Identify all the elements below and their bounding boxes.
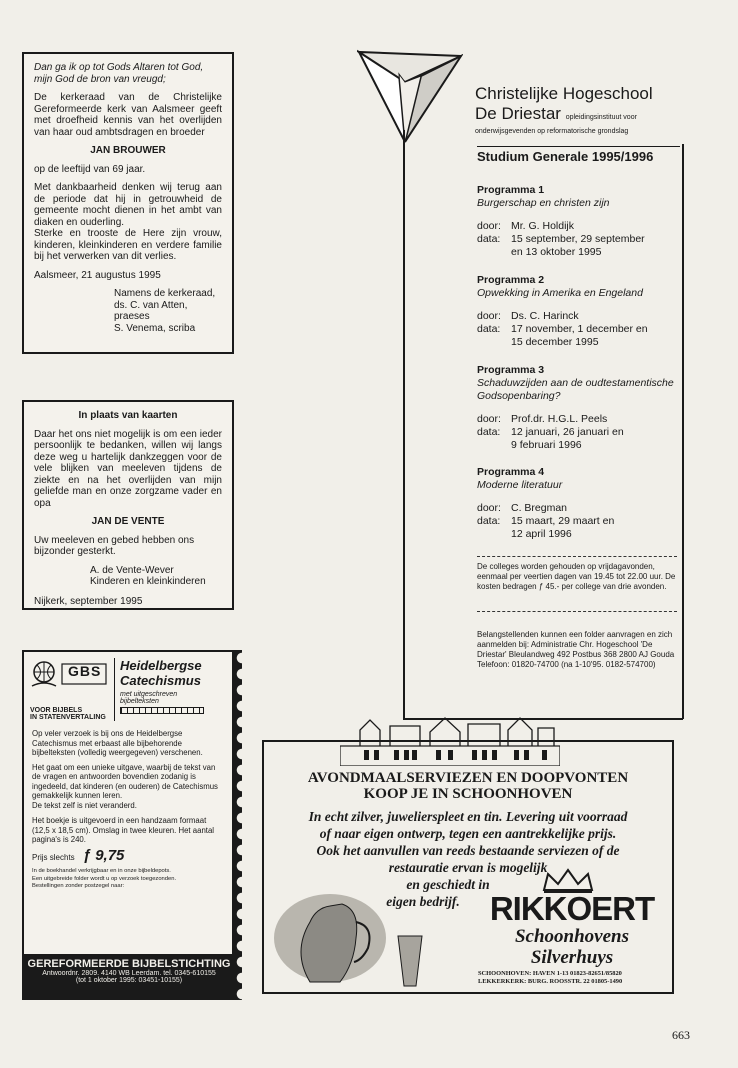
foot-note: (tot 1 oktober 1995: 03451-10155) <box>75 977 183 984</box>
foot-address: Antwoordnr. 2809. 4140 WB Leerdam. tel. 0345-610155 <box>42 970 216 977</box>
thanks-text: Met dankbaarheid denken wij terug aan de periode dat hij in getrouwheid de gemeente mocht dienen in het ambt van diaken en ouderling. <box>34 182 222 228</box>
signature-line: Kinderen en kleinkinderen <box>90 576 206 587</box>
heading: In plaats van kaarten <box>78 410 178 421</box>
silver-jug-icon <box>270 882 430 988</box>
slogan-line: restauratie ervan is mogelijk <box>388 860 548 875</box>
verse: Dan ga ik op tot Gods Altaren tot God, mijn God de bron van vreugd; <box>34 62 204 85</box>
heid-p1: Op veler verzoek is bij ons de Heidelbergse Catechismus met erbaast alle bijbehorende bijbelteksten (volledig weergegeven) verschenen. <box>32 729 203 757</box>
dates: 12 januari, 26 januari en <box>511 426 624 438</box>
program-subtitle: Schaduwzijden aan de oudtestamentische Godsopenbaring? <box>477 377 674 402</box>
data-key: data: <box>477 323 501 335</box>
heid-body <box>24 721 234 891</box>
fine-line: Bestellingen zonder postzegel naar: <box>32 883 125 889</box>
program-4 <box>477 466 677 541</box>
signature-line: ds. C. van Atten, praeses <box>114 299 188 322</box>
info-contact: Belangstellenden kunnen een folder aanvragen en zich aanmelden bij: Administratie Chr. Hogeschool 'De Driestar' Bleulandweg 492 Postbus 368 2800 AJ Gouda Telefoon: 01820-74700 (na 1-10'95. 0182-574700) <box>477 630 675 669</box>
comfort-text: Sterke en trooste de Here zijn vrouw, kinderen, kleinkinderen en verdere familie bij het verwerken van dit verlies. <box>34 228 222 262</box>
avondmaal-ad <box>262 740 674 994</box>
heid-logo-area <box>30 658 114 721</box>
decor-strip <box>120 707 204 714</box>
gbs-logo: GBS <box>68 663 102 679</box>
school-subtitle-2: onderwijsgevenden op reformatorische grondslag <box>475 128 629 135</box>
brand-block <box>474 892 670 968</box>
price-label: Prijs slechts <box>32 852 75 862</box>
dates: 12 april 1996 <box>511 528 572 540</box>
school-name-2 <box>475 104 637 124</box>
avond-heading-1: AVONDMAALSERVIEZEN EN DOOPVONTEN <box>307 770 629 786</box>
price-value: ƒ 9,75 <box>82 846 125 864</box>
heid-p4: Het boekje is uitgevoerd in een handzaam formaat (12,5 x 18,5 cm). Omslag in twee kleuren. Het aantal pagina's is 240. <box>32 816 215 844</box>
page-number: 663 <box>672 1028 690 1042</box>
frame-line <box>682 144 684 719</box>
signature-line: Namens de kerkeraad, <box>114 288 216 299</box>
slogan-line: of naar eigen ontwerp, tegen een aantrekkelijke prijs. <box>319 826 617 841</box>
signature <box>34 565 222 588</box>
avond-addresses <box>478 970 674 986</box>
speaker: Ds. C. Harinck <box>511 310 579 322</box>
heid-header <box>24 652 234 721</box>
school-name: Christelijke Hogeschool <box>475 84 653 103</box>
fine-line: In de boekhandel verkrijgbaar en in onze bijbeldepots. <box>32 868 171 874</box>
door-key: door: <box>477 413 501 425</box>
dates: 17 november, 1 december en <box>511 323 648 335</box>
program-label: Programma 3 <box>477 364 545 376</box>
studium-title: Studium Generale 1995/1996 <box>477 146 680 164</box>
program-label: Programma 2 <box>477 274 545 286</box>
door-key: door: <box>477 502 501 514</box>
address-line: LEKKERKERK: BURG. ROOSSTR. 22 01805-1490 <box>478 978 623 985</box>
dates: 15 december 1995 <box>511 336 599 348</box>
dates: 9 februari 1996 <box>511 439 582 451</box>
brand-rikkoert: RIKKOERT <box>489 890 655 927</box>
data-key: data: <box>477 233 501 245</box>
program-subtitle: Moderne literatuur <box>477 479 563 491</box>
thanks-text: Daar het ons niet mogelijk is om een ieder persoonlijk te bedanken, willen wij langs deze weg u hartelijk dankzeggen voor de vele blijken van meeleven tijdens de ziekte en na het overlijden van mijn geliefde man en onze zorgzame vader en opa <box>34 428 222 509</box>
program-label: Programma 4 <box>477 466 545 478</box>
slogan-line: eigen bedrijf. <box>386 894 460 909</box>
program-1 <box>477 184 677 259</box>
school-driestar: De Driestar <box>475 104 561 123</box>
heid-sub-1: met uitgeschreven <box>120 691 178 698</box>
heid-left-1: VOOR BIJBELS <box>30 707 83 714</box>
heid-p2: Het gaat om een unieke uitgave, waarbij de tekst van de vragen en antwoorden bovendien zodanig is ingedeeld, dat kinderen (en ouderen) de Catechismus gemakkelijk kunnen leren. <box>32 762 218 800</box>
heid-title-area <box>114 658 204 721</box>
heid-left-2: IN STATENVERTALING <box>30 714 106 721</box>
brand-schoonhovens: Schoonhovens <box>514 926 630 947</box>
deceased-name: JAN BROUWER <box>90 145 166 156</box>
speaker: Mr. G. Holdijk <box>511 220 575 232</box>
speaker: Prof.dr. H.G.L. Peels <box>511 413 608 425</box>
death-notice-brouwer <box>22 52 234 354</box>
divider <box>477 611 677 612</box>
age-text: op de leeftijd van 69 jaar. <box>34 163 146 175</box>
address-line: SCHOONHOVEN: HAVEN 1-13 01823-82651/85820 <box>478 970 622 977</box>
frame-line <box>403 130 405 718</box>
program-3 <box>477 364 677 452</box>
fine-line: Een uitgebreide folder wordt u op verzoek toegezonden. <box>32 875 177 882</box>
heidelberg-catechism-ad <box>22 650 236 1000</box>
heid-title-1: Heidelbergse <box>120 658 202 673</box>
school-subtitle: opleidingsinstituut voor <box>565 114 637 121</box>
dates: en 13 oktober 1995 <box>511 246 602 258</box>
heid-title-2: Catechismus <box>120 673 201 688</box>
signature-line: A. de Vente-Wever <box>90 564 174 576</box>
slogan-line: en geschiedt in <box>406 877 490 892</box>
notice-text: De kerkeraad van de Christelijke Gereformeerde kerk van Aalsmeer geeft met droefheid kennis van het overlijden van haar oud ambtsdragen en broeder <box>34 92 222 138</box>
slogan-line: Ook het aanvullen van reeds bestaande serviezen of de <box>316 843 620 858</box>
signature <box>34 288 222 334</box>
data-key: data: <box>477 515 501 527</box>
program-label: Programma 1 <box>477 184 545 196</box>
door-key: door: <box>477 310 501 322</box>
data-key: data: <box>477 426 501 438</box>
program-2 <box>477 274 677 349</box>
heid-price <box>32 846 226 864</box>
heid-sub-2: bijbelteksten <box>120 698 159 705</box>
brand-silverhuys: Silverhuys <box>530 947 614 968</box>
speaker: C. Bregman <box>511 502 568 514</box>
avond-heading-2: KOOP JE IN SCHOONHOVEN <box>363 786 573 802</box>
foot-title: GEREFORMEERDE BIJBELSTICHTING <box>27 958 231 970</box>
dates: 15 maart, 29 maart en <box>511 515 615 527</box>
scalloped-edge <box>232 650 242 1000</box>
signature-line: S. Venema, scriba <box>114 322 196 334</box>
heid-footer <box>24 954 234 998</box>
heid-fine <box>32 868 226 891</box>
deceased-name: JAN DE VENTE <box>91 516 165 527</box>
dates: 15 september, 29 september <box>511 233 645 245</box>
place-date: Aalsmeer, 21 augustus 1995 <box>34 269 161 281</box>
program-subtitle: Opwekking in Amerika en Engeland <box>477 287 643 299</box>
support-text: Uw meeleven en gebed hebben ons bijzonder gesterkt. <box>34 534 195 557</box>
door-key: door: <box>477 220 501 232</box>
heid-p3: De tekst zelf is niet veranderd. <box>32 800 137 810</box>
thanks-notice-vente <box>22 400 234 610</box>
slogan-line: In echt zilver, juwelierspleet en tin. Levering uit voorraad <box>308 809 628 824</box>
divider <box>477 556 677 557</box>
place-date: Nijkerk, september 1995 <box>34 595 143 607</box>
info-colleges: De colleges worden gehouden op vrijdagavonden, eenmaal per veertien dagen van 19.45 tot 22.00 uur. De kosten bedragen ƒ 45.- per college van drie avonden. <box>477 562 676 591</box>
program-subtitle: Burgerschap en christen zijn <box>477 197 610 209</box>
